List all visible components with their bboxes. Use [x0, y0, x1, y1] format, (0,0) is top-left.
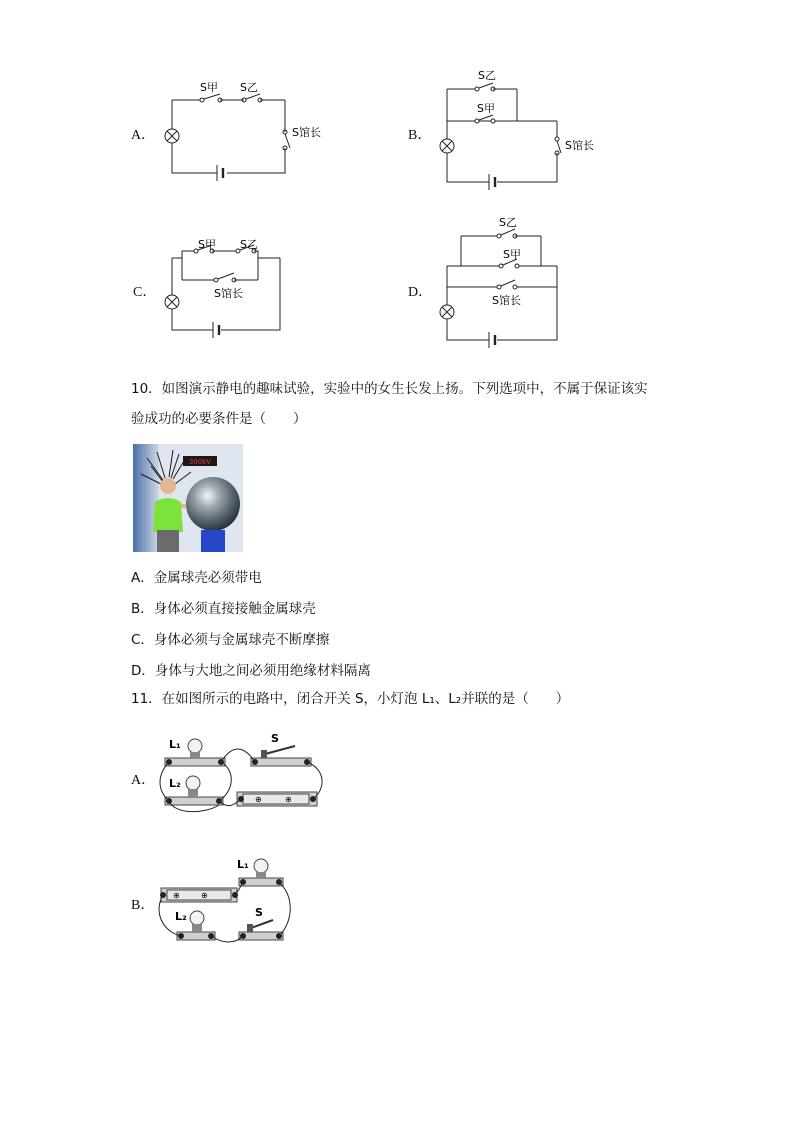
plus-sign: ⊕	[173, 891, 180, 900]
circuit-diagram-c	[150, 230, 350, 350]
option-c-label: C．	[133, 285, 157, 300]
question-11-text: 11．在如图所示的电路中，闭合开关 S，小灯泡 L₁、L₂并联的是（ ）	[131, 691, 570, 707]
q10-option-d: D．身体与大地之间必须用绝缘材料隔离	[131, 663, 371, 679]
option-b-label: B．	[408, 128, 432, 143]
switch-label-s2: S乙	[240, 238, 258, 251]
q11-option-a-label: A．	[131, 773, 156, 788]
switch-label-s3: S馆长	[292, 126, 321, 139]
label-l1: L₁	[237, 858, 249, 871]
question-10-text	[131, 374, 648, 434]
switch-label-s2: S甲	[477, 102, 495, 115]
switch-label-s1: S甲	[200, 81, 218, 94]
switch-label-s1: S乙	[478, 69, 496, 82]
label-l2: L₂	[169, 777, 181, 790]
q11-circuit-photo-b	[155, 852, 295, 947]
switch-label-s2: S乙	[240, 81, 258, 94]
label-l2: L₂	[175, 910, 187, 923]
circuit-diagram-a	[150, 70, 350, 190]
switch-label-s2: S甲	[503, 248, 521, 261]
q10-option-b: B．身体必须直接接触金属球壳	[131, 601, 316, 617]
switch-label-s3: S馆长	[492, 294, 521, 307]
voltage-display: 300kV	[188, 458, 212, 466]
switch-label-s1: S甲	[198, 238, 216, 251]
question-10-line1: 10．如图演示静电的趣味试验，实验中的女生长发上扬。下列选项中，不属于保证该实	[131, 381, 648, 397]
q10-option-c: C．身体必须与金属球壳不断摩擦	[131, 632, 330, 648]
label-l1: L₁	[169, 738, 181, 751]
static-electricity-photo	[133, 444, 243, 552]
plus-sign: ⊕	[255, 795, 262, 804]
label-s: S	[271, 732, 279, 745]
circuit-diagram-d	[425, 212, 625, 352]
plus-sign: ⊕	[285, 795, 292, 804]
switch-label-s3: S馆长	[565, 139, 594, 152]
option-d-label: D．	[408, 285, 433, 300]
option-a-label: A．	[131, 128, 156, 143]
switch-label-s3: S馆长	[214, 287, 243, 300]
q11-circuit-photo-a	[155, 730, 330, 815]
plus-sign: ⊕	[201, 891, 208, 900]
circuit-diagram-b	[425, 65, 625, 195]
q10-option-a: A．金属球壳必须带电	[131, 570, 262, 586]
q11-option-b-label: B．	[131, 898, 155, 913]
switch-label-s1: S乙	[499, 216, 517, 229]
question-10-line2: 验成功的必要条件是（ ）	[131, 411, 307, 427]
label-s: S	[255, 906, 263, 919]
